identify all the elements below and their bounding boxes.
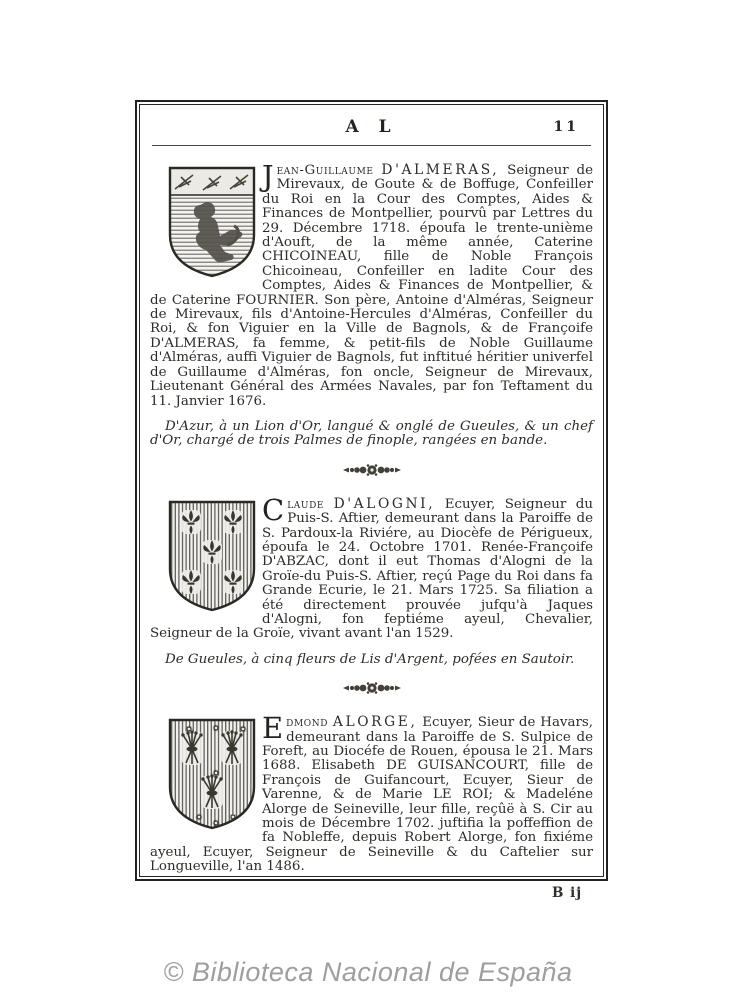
entry-alorge bbox=[150, 711, 593, 877]
given-name: laude bbox=[287, 496, 325, 512]
given-name: dmond bbox=[286, 715, 329, 731]
wheat-sheaf-shield-icon bbox=[167, 717, 257, 831]
blazon-text: D'Azur, à un Lion d'Or, langué & onglé de Gueules, & un chef d'Or, chargé de trois Palmes de finople, rangées en bande. bbox=[150, 418, 593, 449]
page-title: A L bbox=[345, 117, 398, 137]
lion-shield-icon bbox=[167, 165, 257, 279]
page-number: 11 bbox=[553, 119, 579, 135]
entry-body-text: Seigneur de Mirevaux, de Goute & de Boffuge, Confeiller du Roi en la Cour des Comptes, Aides & Finances de Montpellier, pourvû par Lettres du 29. Décembre 1718. époufa le trente-unième d'Aouft, de la même année, Caterine CHICOINEAU, fille de Noble François Chicoineau, Confeiller en ladite Cour des Comptes, Aides & Finances de Montpellier, & de Caterine FOURNIER. Son père, Antoine d'Alméras, Seigneur de Mirevaux, fils d'Antoine-Hercules d'Alméras, Confeiller du Roi, & fon Viguier en la Ville de Bagnols, & de Françoife D'ALMERAS, fa femme, & petit-fils de Noble Guillaume d'Alméras, auffi Viguier de Bagnols, fut inftitué héritier univerfel de Guillaume d'Alméras, fon oncle, Seigneur de Mirevaux, Lieutenant Général des Armées Navales, par fon Teftament du 11. Janvier 1676. bbox=[150, 163, 594, 409]
entry-body-text: Ecuyer, Sieur de Havars, demeurant dans la Paroiffe de S. Sulpice de Foreft, au Diocéfe de Rouen, épousa le 21. Mars 1688. Elisabeth DE GUISANCOURT, fille de François de Guifancourt, Ecuyer, Sieur de Varenne, & de Marie LE ROI; & Madeléne Alorge de Seineville, leur fille, reçûë à S. Cir au mois de Décembre 1702. juftifia la poffeffion de fa Nobleffe, depuis Robert Alorge, fon fixiéme ayeul, Ecuyer, Seigneur de Seineville & du Caftelier sur Longueville, l'an 1486. bbox=[150, 715, 593, 875]
fleur-de-lis-shield-icon bbox=[167, 499, 257, 613]
header-rule bbox=[152, 145, 591, 146]
entry-almeras bbox=[150, 159, 594, 480]
section-divider-ornament bbox=[341, 680, 403, 696]
drop-cap: E bbox=[262, 711, 284, 746]
page-content-area bbox=[139, 104, 604, 877]
drop-cap: C bbox=[262, 492, 285, 527]
page-border-frame bbox=[135, 100, 608, 881]
drop-cap: J bbox=[262, 159, 274, 193]
alorge-coat-of-arms bbox=[167, 717, 257, 831]
family-name: ALORGE, bbox=[332, 714, 418, 731]
running-head bbox=[150, 111, 593, 143]
alogni-coat-of-arms bbox=[167, 499, 257, 613]
entry-body-text: Ecuyer, Seigneur du Puis-S. Aftier, demeurant dans la Paroiffe de S. Pardoux-la Riviére, au Diocèfe de Périgueux, époufa le 24. Octobre 1701. Renée-Françoife D'ABZAC, dont il eut Thomas d'Alogni de la Groïe-du Puis-S. Aftier, reçú Page du Roi dans fa Grande Ecurie, le 21. Mars 1725. Sa filiation a été directement prouvée jufqu'à Jaques d'Alogni, fon feptiéme ayeul, Chevalier, Seigneur de la Groïe, vivant avant l'an 1529. bbox=[150, 496, 593, 642]
entry-alogni bbox=[150, 492, 593, 698]
signature-mark: B ij bbox=[552, 885, 583, 901]
almeras-coat-of-arms bbox=[167, 165, 257, 279]
given-name: ean-Guillaume bbox=[276, 163, 374, 178]
section-divider-ornament bbox=[341, 462, 403, 478]
library-watermark: © Biblioteca Nacional de España bbox=[163, 957, 573, 987]
blazon-text: De Gueules, à cinq fleurs de Lis d'Argent, pofées en Sautoir. bbox=[165, 651, 575, 667]
family-name: D'ALOGNI, bbox=[333, 495, 436, 512]
family-name: D'ALMERAS, bbox=[381, 162, 500, 178]
